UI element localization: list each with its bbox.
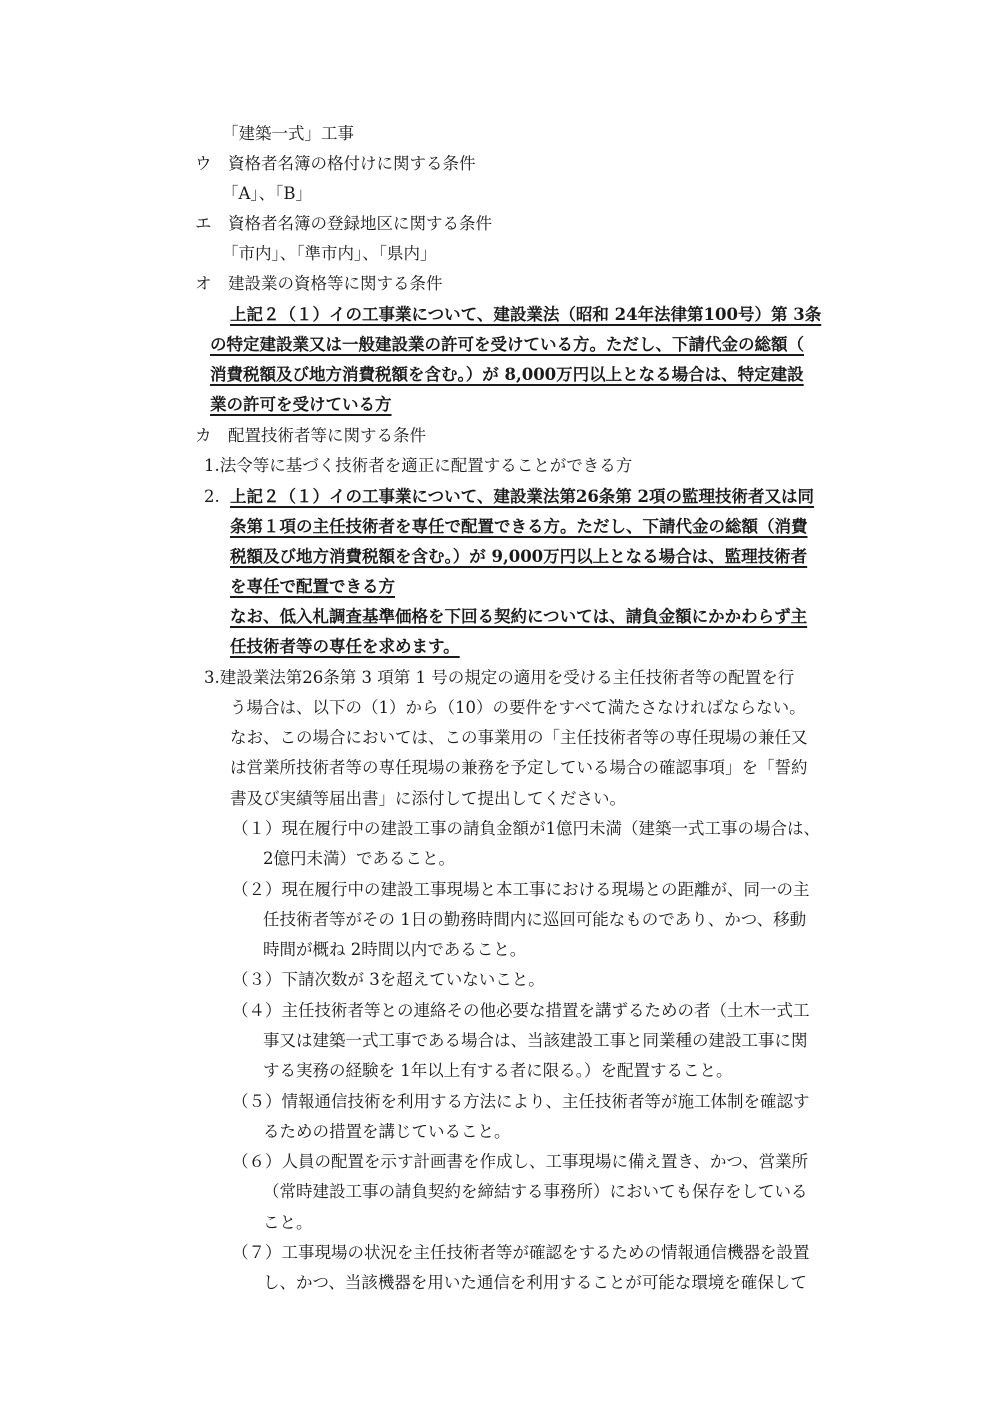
condition-heading-u: ウ 資格者名簿の格付けに関する条件 [195,154,476,173]
condition-heading-ka: カ 配置技術者等に関する条件 [195,426,426,445]
emphasized-text-line: 上記２（１）イの工事業について、建設業法（昭和 24年法律第100号）第 3条 [230,305,822,324]
text-line: する実務の経験を 1年以上有する者に限る。）を配置すること。 [263,1061,733,1080]
text-line: は営業所技術者等の専任現場の兼務を予定している場合の確認事項」を「誓約 [230,758,808,777]
emphasized-text-line: を専任で配置できる方 [230,577,395,596]
requirement-6: （６）人員の配置を示す計画書を作成し、工事現場に備え置き、かつ、営業所 [232,1152,809,1171]
text-line: し、かつ、当該機器を用いた通信を利用することが可能な環境を確保して [263,1273,807,1292]
text-line: なお、この場合においては、この事業用の「主任技術者等の専任現場の兼任又 [230,728,808,747]
requirement-5: （５）情報通信技術を利用する方法により、主任技術者等が施工体制を確認す [232,1092,810,1111]
text-line: 2億円未満）であること。 [263,849,455,868]
requirement-4: （４）主任技術者等との連絡その他必要な措置を講ずるための者（土木一式工 [232,1001,810,1020]
requirement-1: （１）現在履行中の建設工事の請負金額が1億円未満（建築一式工事の場合は、 [232,819,820,838]
emphasized-text-line: 業の許可を受けている方 [210,395,392,414]
emphasized-text-line: 消費税額及び地方消費税額を含む。）が 8,000万円以上となる場合は、特定建設 [210,365,804,384]
list-marker-2: 2. [204,487,220,506]
text-line: 時間が概ね 2時間以内であること。 [263,940,527,959]
text-line: 「A」、「B」 [222,184,313,203]
emphasized-text-line: の特定建設業又は一般建設業の許可を受けている方。ただし、下請代金の総額（ [210,335,804,354]
emphasized-text-line: 任技術者等の専任を求めます。 [230,637,460,656]
list-item-3: 3.建設業法第26条第 3 項第 1 号の規定の適用を受ける主任技術者等の配置を行 [204,668,795,687]
text-line: う場合は、以下の（1）から（10）の要件をすべて満たさなければならない。 [230,698,806,717]
emphasized-text-line: なお、低入札調査基準価格を下回る契約については、請負金額にかかわらず主 [230,607,808,626]
text-line: （常時建設工事の請負契約を締結する事務所）においても保存をしている [263,1182,808,1201]
text-line: こと。 [263,1213,313,1232]
emphasized-text-line: 条第１項の主任技術者を専任で配置できる方。ただし、下請代金の総額（消費 [230,517,808,536]
text-line: 事又は建築一式工事である場合は、当該建設工事と同業種の建設工事に関 [263,1031,808,1050]
text-line: 「市内」、「準市内」、「県内」 [222,244,437,263]
text-line: るための措置を講じていること。 [263,1122,511,1141]
requirement-7: （７）工事現場の状況を主任技術者等が確認をするための情報通信機器を設置 [232,1243,810,1262]
condition-heading-e: エ 資格者名簿の登録地区に関する条件 [195,214,492,233]
condition-heading-o: オ 建設業の資格等に関する条件 [195,274,443,293]
requirement-3: （３）下請次数が 3を超えていないこと。 [232,970,545,989]
requirement-2: （２）現在履行中の建設工事現場と本工事における現場との距離が、同一の主 [232,880,810,899]
text-line: 書及び実績等届出書」に添付して提出してください。 [230,789,626,808]
emphasized-text-line: 税額及び地方消費税額を含む。）が 9,000万円以上となる場合は、監理技術者 [230,547,808,566]
emphasized-text-line: 上記２（１）イの工事業について、建設業法第26条第 2項の監理技術者又は同 [230,487,815,506]
list-item-1: 1.法令等に基づく技術者を適正に配置することができる方 [204,456,633,475]
text-line: 「建築一式」工事 [222,124,354,143]
text-line: 任技術者等がその 1日の勤務時間内に巡回可能なものであり、かつ、移動 [263,910,807,929]
